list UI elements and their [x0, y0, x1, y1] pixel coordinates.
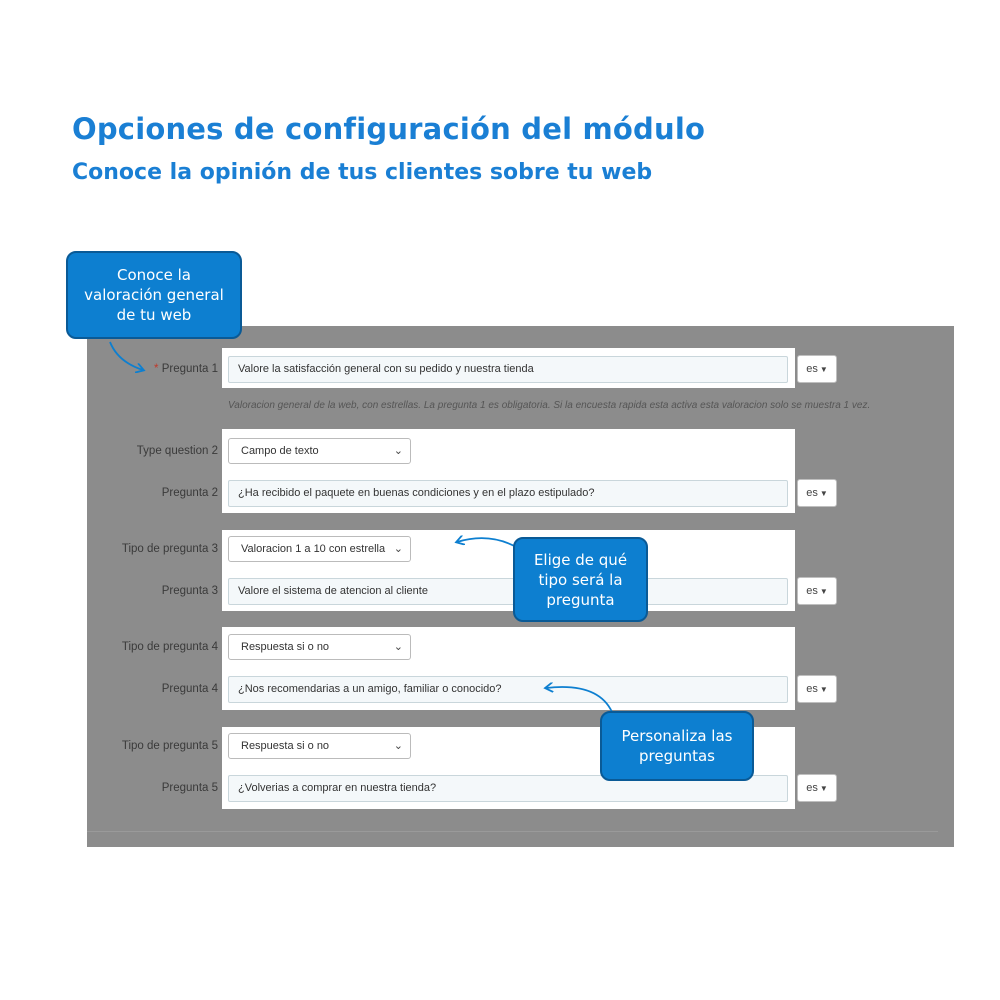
- required-mark: *: [154, 363, 159, 375]
- lang-label: es: [806, 487, 818, 499]
- question-3-label: Pregunta 3: [161, 585, 218, 597]
- lang-label: es: [806, 683, 818, 695]
- question-4-type-label: Tipo de pregunta 4: [121, 641, 218, 653]
- callout-line: Conoce la: [117, 266, 191, 284]
- callout-question-type: [513, 537, 648, 622]
- select-value: Respuesta si o no: [241, 641, 330, 653]
- callout-general-rating: [66, 251, 242, 339]
- caret-down-icon: ▼: [819, 685, 828, 694]
- callout-customize-questions: [600, 711, 754, 781]
- page-subtitle: Conoce la opinión de tus clientes sobre tu web: [72, 160, 653, 185]
- callout-line: de tu web: [116, 306, 192, 324]
- question-3-type-label: Tipo de pregunta 3: [121, 543, 218, 555]
- question-4-input[interactable]: ¿Nos recomendarias a un amigo, familiar o conocido?: [228, 676, 788, 703]
- question-2-label: Pregunta 2: [161, 487, 218, 499]
- caret-down-icon: ▼: [819, 489, 828, 498]
- select-value: Respuesta si o no: [241, 740, 330, 752]
- lang-label: es: [806, 585, 818, 597]
- question-1-input[interactable]: Valore la satisfacción general con su pedido y nuestra tienda: [228, 356, 788, 383]
- select-value: Valoracion 1 a 10 con estrella: [241, 543, 386, 555]
- chevron-down-icon: ⌄: [393, 641, 403, 653]
- lang-label: es: [806, 782, 818, 794]
- callout-line: Personaliza las: [621, 727, 733, 745]
- question-1-help-text: Valoracion general de la web, con estrellas. La pregunta 1 es obligatoria. Si la encuesta rapida esta activa esta valoracion solo se muestra 1 vez.: [228, 400, 871, 411]
- callout-line: tipo será la: [538, 570, 623, 589]
- select-value: Campo de texto: [241, 445, 319, 457]
- question-5-input[interactable]: ¿Volverias a comprar en nuestra tienda?: [228, 775, 788, 802]
- callout-line: Elige de qué: [533, 550, 628, 569]
- caret-down-icon: ▼: [819, 784, 828, 793]
- question-3-input[interactable]: Valore el sistema de atencion al cliente: [228, 578, 788, 605]
- question-5-label: Pregunta 5: [161, 782, 218, 794]
- callout-line: preguntas: [638, 747, 715, 765]
- question-1-label: Pregunta 1: [161, 363, 218, 375]
- page-title: Opciones de configuración del módulo: [72, 112, 706, 146]
- chevron-down-icon: ⌄: [393, 740, 403, 752]
- callout-line: pregunta: [546, 590, 615, 609]
- caret-down-icon: ▼: [819, 587, 828, 596]
- arrow-to-type-select: [457, 538, 518, 548]
- arrow-to-question-1: [110, 342, 143, 370]
- chevron-down-icon: ⌄: [393, 543, 403, 555]
- lang-label: es: [806, 363, 818, 375]
- question-4-label: Pregunta 4: [161, 683, 218, 695]
- question-5-type-label: Tipo de pregunta 5: [121, 740, 218, 752]
- question-2-input[interactable]: ¿Ha recibido el paquete en buenas condiciones y en el plazo estipulado?: [228, 480, 788, 507]
- arrow-to-question-4: [546, 687, 612, 712]
- callout-line: valoración general: [84, 286, 224, 304]
- chevron-down-icon: ⌄: [393, 445, 403, 457]
- question-2-type-label: Type question 2: [136, 445, 218, 457]
- caret-down-icon: ▼: [819, 365, 828, 374]
